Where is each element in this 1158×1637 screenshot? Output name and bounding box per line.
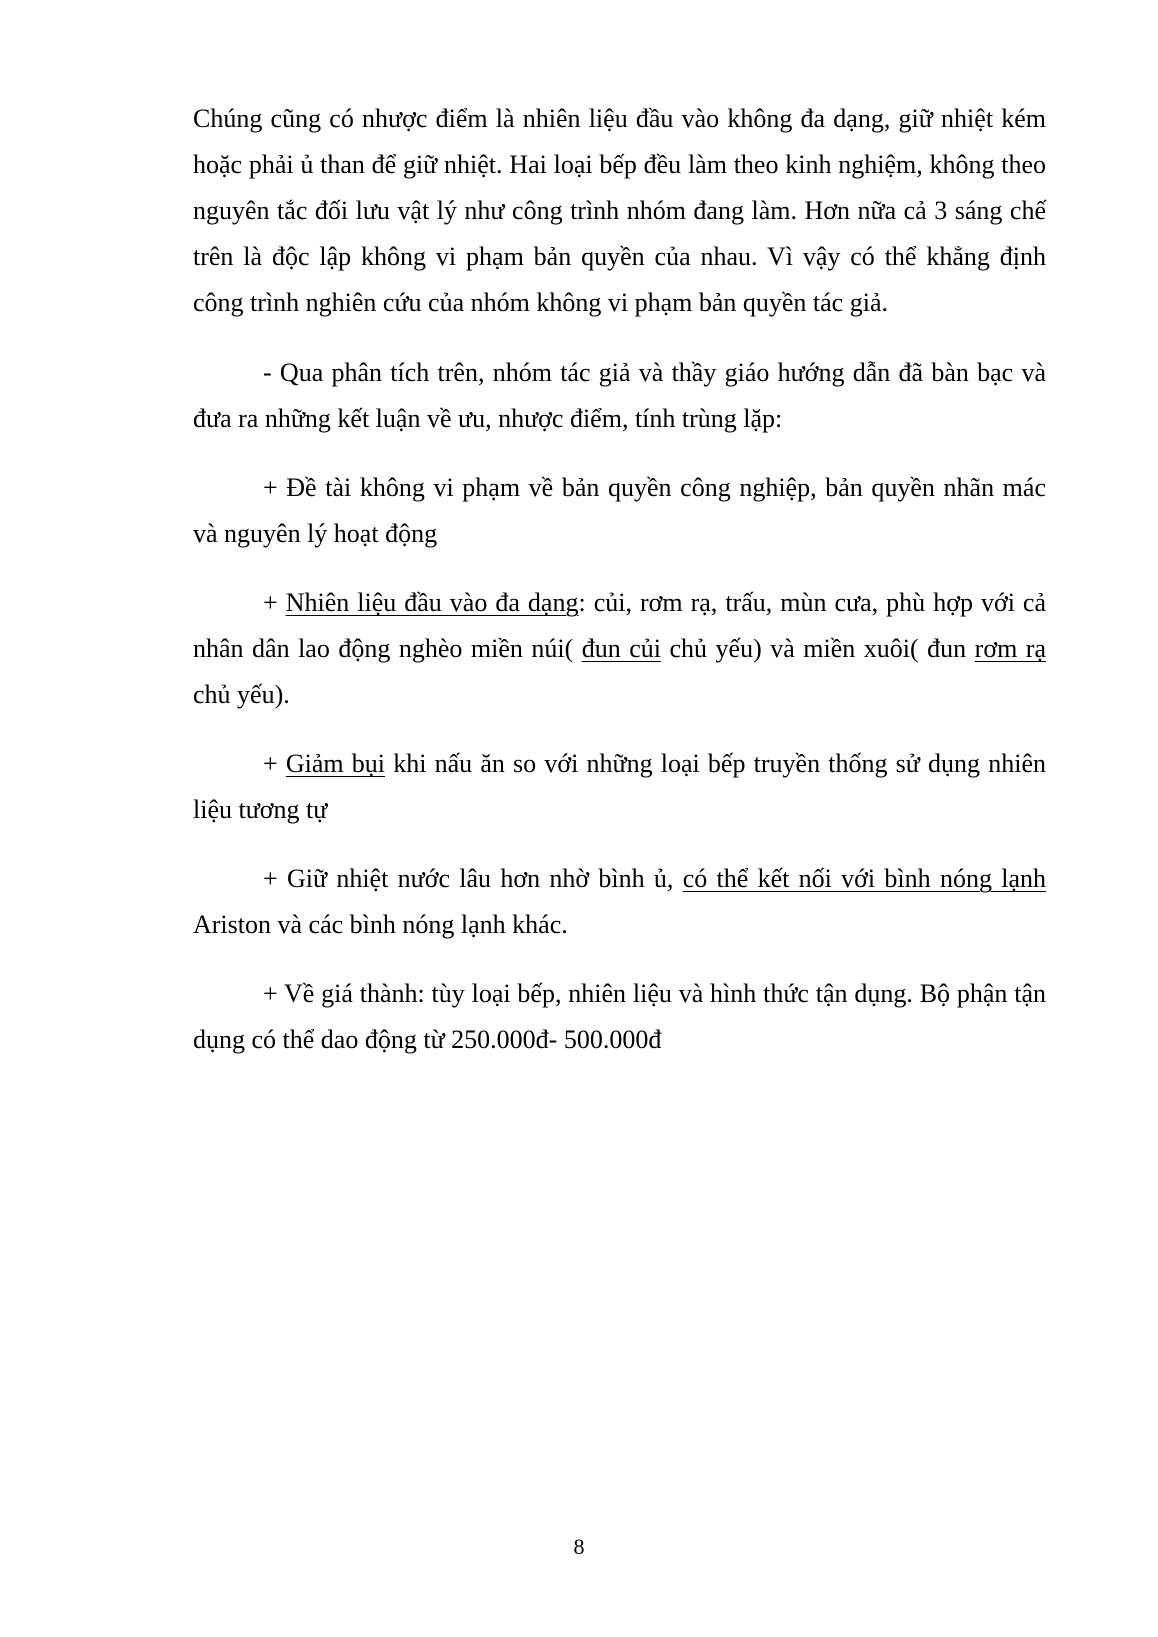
paragraph-reduce-dust-prefix: + bbox=[263, 749, 286, 778]
underlined-reduce-dust: Giảm bụi bbox=[285, 749, 386, 778]
paragraph-drawbacks: Chúng cũng có nhược điểm là nhiên liệu đầu vào không đa dạng, giữ nhiệt kém hoặc phải ủ than để giữ nhiệt. Hai loại bếp đều làm theo kinh nghiệm, không theo nguyên tắc đối lưu vật lý như công trình nhóm đang làm. Hơn nữa cả 3 sáng chế trên là độc lập không vi phạm bản quyền của nhau. Vì vậy có thể khẳng định công trình nghiên cứu của nhóm không vi phạm bản quyền tác giả. bbox=[193, 104, 1046, 317]
paragraph-diverse-fuel-prefix: + bbox=[263, 588, 286, 617]
paragraph-diverse-fuel-text-1: : củi, rơm rạ, trấu, mùn cưa, phù hợp với cả nhân dân lao động nghèo miền núi( bbox=[193, 588, 1047, 663]
paragraph-price: + Về giá thành: tùy loại bếp, nhiên liệu và hình thức tận dụng. Bộ phận tận dụng có thể dao động từ 250.000đ- 500.000đ bbox=[193, 979, 1046, 1054]
paragraph-diverse-fuel-text-2: chủ yếu) và miền xuôi( đun bbox=[661, 634, 975, 663]
underlined-water-heater-connection: có thể kết nối với bình nóng lạnh bbox=[682, 864, 1046, 893]
paragraph-reduce-dust-suffix: khi nấu ăn so với những loại bếp truyền thống sử dụng nhiên liệu tương tự bbox=[193, 749, 1046, 824]
underlined-firewood: đun củi bbox=[581, 634, 662, 663]
paragraph-no-copyright-violation: + Đề tài không vi phạm về bản quyền công nghiệp, bản quyền nhãn mác và nguyên lý hoạt động bbox=[193, 473, 1046, 548]
page-number: 8 bbox=[573, 1534, 585, 1559]
paragraph-heat-retention-suffix: Ariston và các bình nóng lạnh khác. bbox=[193, 910, 568, 939]
body-text bbox=[193, 96, 1046, 1086]
paragraph-reduce-dust bbox=[193, 741, 1046, 833]
paragraph-diverse-fuel-suffix: chủ yếu). bbox=[193, 680, 290, 709]
paragraph-analysis-intro: - Qua phân tích trên, nhóm tác giả và thầy giáo hướng dẫn đã bàn bạc và đưa ra những kết luận về ưu, nhược điểm, tính trùng lặp: bbox=[193, 358, 1046, 433]
underlined-straw: rơm rạ bbox=[974, 634, 1046, 663]
paragraph-diverse-fuel bbox=[193, 580, 1046, 718]
paragraph-heat-retention bbox=[193, 856, 1046, 948]
paragraph-heat-retention-prefix: + Giữ nhiệt nước lâu hơn nhờ bình ủ, bbox=[263, 864, 683, 893]
underlined-diverse-fuel: Nhiên liệu đầu vào đa dạng bbox=[285, 588, 579, 617]
